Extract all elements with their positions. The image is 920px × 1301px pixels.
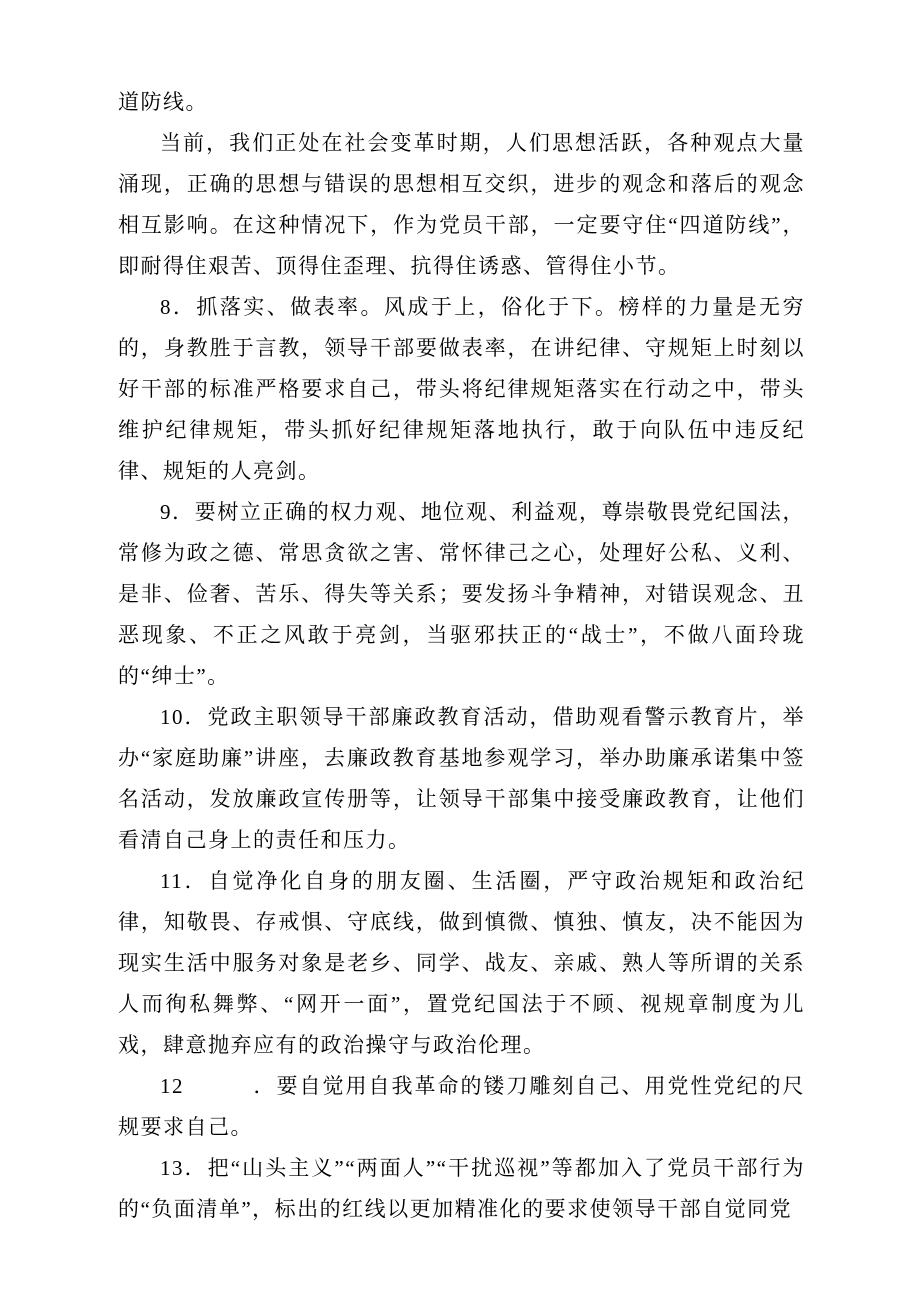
- paragraph: 9．要树立正确的权力观、地位观、利益观，尊崇敬畏党纪国法，常修为政之德、常思贪欲之害、常怀律己之心，处理好公私、义利、是非、俭奢、苦乐、得失等关系；要发扬斗争精神，对错误观念、丑恶现象、不正之风敢于亮剑，当驱邪扶正的“战士”，不做八面玲珑的“绅士”。: [118, 500, 805, 688]
- paragraph: 8．抓落实、做表率。风成于上，俗化于下。榜样的力量是无穷的，身教胜于言教，领导干部要做表率，在讲纪律、守规矩上时刻以好干部的标准严格要求自己，带头将纪律规矩落实在行动之中，带头维护纪律规矩，带头抓好纪律规矩落地执行，敢于向队伍中违反纪律、规矩的人亮剑。: [118, 295, 805, 483]
- paragraph: 10．党政主职领导干部廉政教育活动，借助观看警示教育片，举办“家庭助廉”讲座，去廉政教育基地参观学习，举办助廉承诺集中签名活动，发放廉政宣传册等，让领导干部集中接受廉政教育，让他们看清自己身上的责任和压力。: [118, 705, 805, 852]
- document-content: [118, 82, 805, 1230]
- paragraph: 11．自觉净化自身的朋友圈、生活圈，严守政治规矩和政治纪律，知敬畏、存戒惧、守底线，做到慎微、慎独、慎友，决不能因为现实生活中服务对象是老乡、同学、战友、亲戚、熟人等所谓的关系人而徇私舞弊、“网开一面”，置党纪国法于不顾、视规章制度为儿戏，肆意抛弃应有的政治操守与政治伦理。: [118, 869, 805, 1057]
- paragraph: 13．把“山头主义”“两面人”“干扰巡视”等都加入了党员干部行为的“负面清单”，标出的红线以更加精准化的要求使领导干部自觉同党: [118, 1156, 805, 1221]
- paragraph: 当前，我们正处在社会变革时期，人们思想活跃，各种观点大量涌现，正确的思想与错误的思想相互交织，进步的观念和落后的观念相互影响。在这种情况下，作为党员干部，一定要守住“四道防线”，即耐得住艰苦、顶得住歪理、抗得住诱惑、管得住小节。: [118, 131, 805, 278]
- paragraph: 道防线。: [118, 90, 208, 114]
- paragraph: 12 ．要自觉用自我革命的镂刀雕刻自己、用党性党纪的尺规要求自己。: [118, 1074, 805, 1139]
